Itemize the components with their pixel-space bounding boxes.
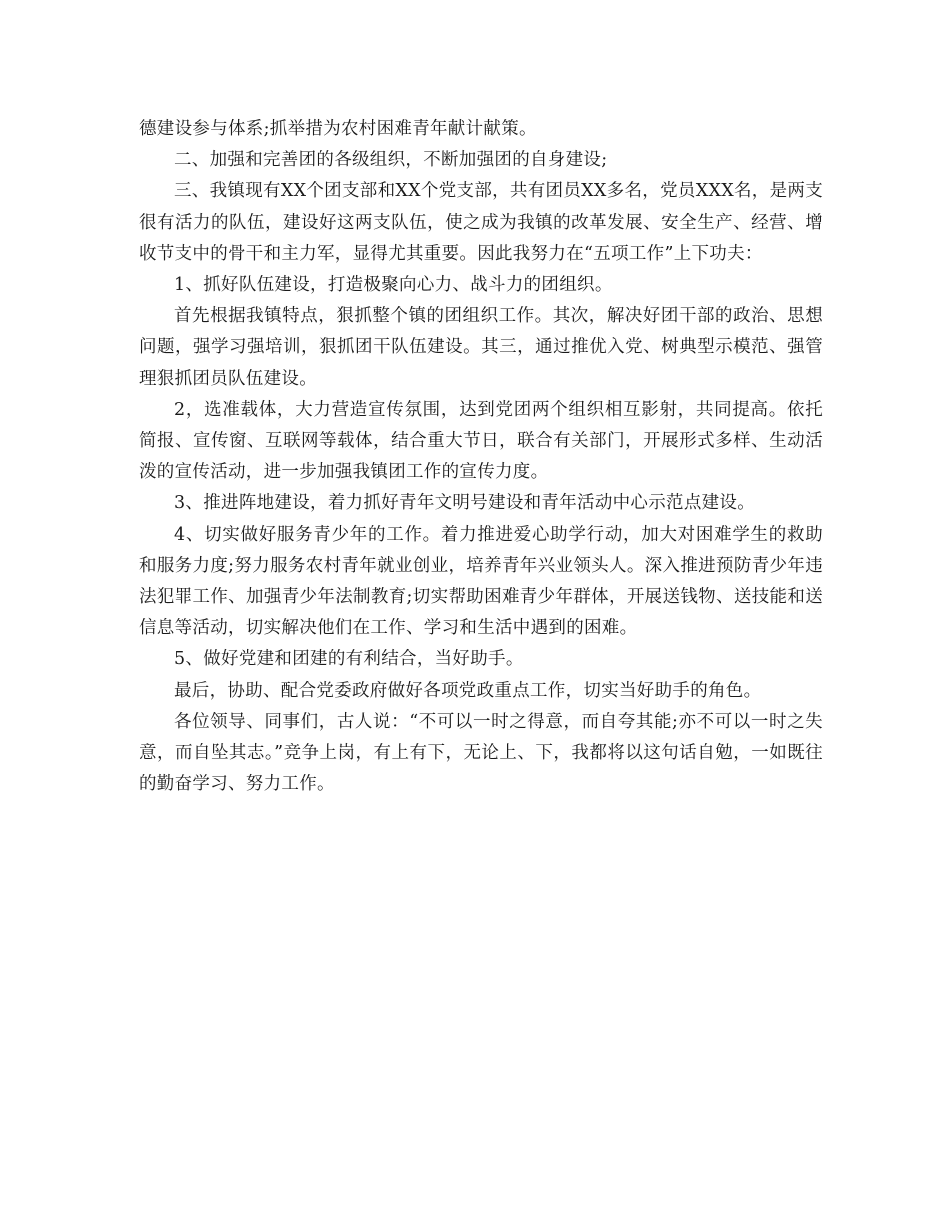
paragraph-6: 2，选准载体，大力营造宣传氛围，达到党团两个组织相互影射，共同提高。依托简报、宣传窗、互联网等载体，结合重大节日，联合有关部门，开展形式多样、生动活泼的宣传活动，进一步加强我镇团工作的宣传力度。 <box>139 399 823 483</box>
paragraph-7: 3、推进阵地建设，着力抓好青年文明号建设和青年活动中心示范点建设。 <box>174 493 756 514</box>
paragraph-8: 4、切实做好服务青少年的工作。着力推进爱心助学行动，加大对困难学生的救助和服务力度;努力服务农村青年就业创业，培养青年兴业领头人。深入推进预防青少年违法犯罪工作、加强青少年法制教育;切实帮助困难青少年群体，开展送钱物、送技能和送信息等活动，切实解决他们在工作、学习和生活中遇到的困难。 <box>139 524 823 639</box>
document-body <box>139 114 823 800</box>
paragraph-2: 二、加强和完善团的各级组织，不断加强团的自身建设; <box>174 150 608 171</box>
paragraph-11: 各位领导、同事们，古人说：“不可以一时之得意，而自夸其能;亦不可以一时之失意，而自坠其志。”竞争上岗，有上有下，无论上、下，我都将以这句话自勉，一如既往的勤奋学习、努力工作。 <box>139 711 823 795</box>
paragraph-1: 德建设参与体系;抓举措为农村困难青年献计献策。 <box>139 119 537 139</box>
paragraph-4: 1、抓好队伍建设，打造极聚向心力、战斗力的团组织。 <box>174 275 613 296</box>
paragraph-3: 三、我镇现有XX个团支部和XX个党支部，共有团员XX多名，党员XXX名，是两支很有活力的队伍，建设好这两支队伍，使之成为我镇的改革发展、安全生产、经营、增收节支中的骨干和主力军，显得尤其重要。因此我努力在“五项工作”上下功夫： <box>139 181 823 264</box>
paragraph-9: 5、做好党建和团建的有利结合，当好助手。 <box>174 649 524 670</box>
paragraph-5: 首先根据我镇特点，狠抓整个镇的团组织工作。其次，解决好团干部的政治、思想问题，强学习强培训，狠抓团干队伍建设。其三，通过推优入党、树典型示模范、强管理狠抓团员队伍建设。 <box>139 306 823 389</box>
paragraph-10: 最后，协助、配合党委政府做好各项党政重点工作，切实当好助手的角色。 <box>174 680 762 701</box>
